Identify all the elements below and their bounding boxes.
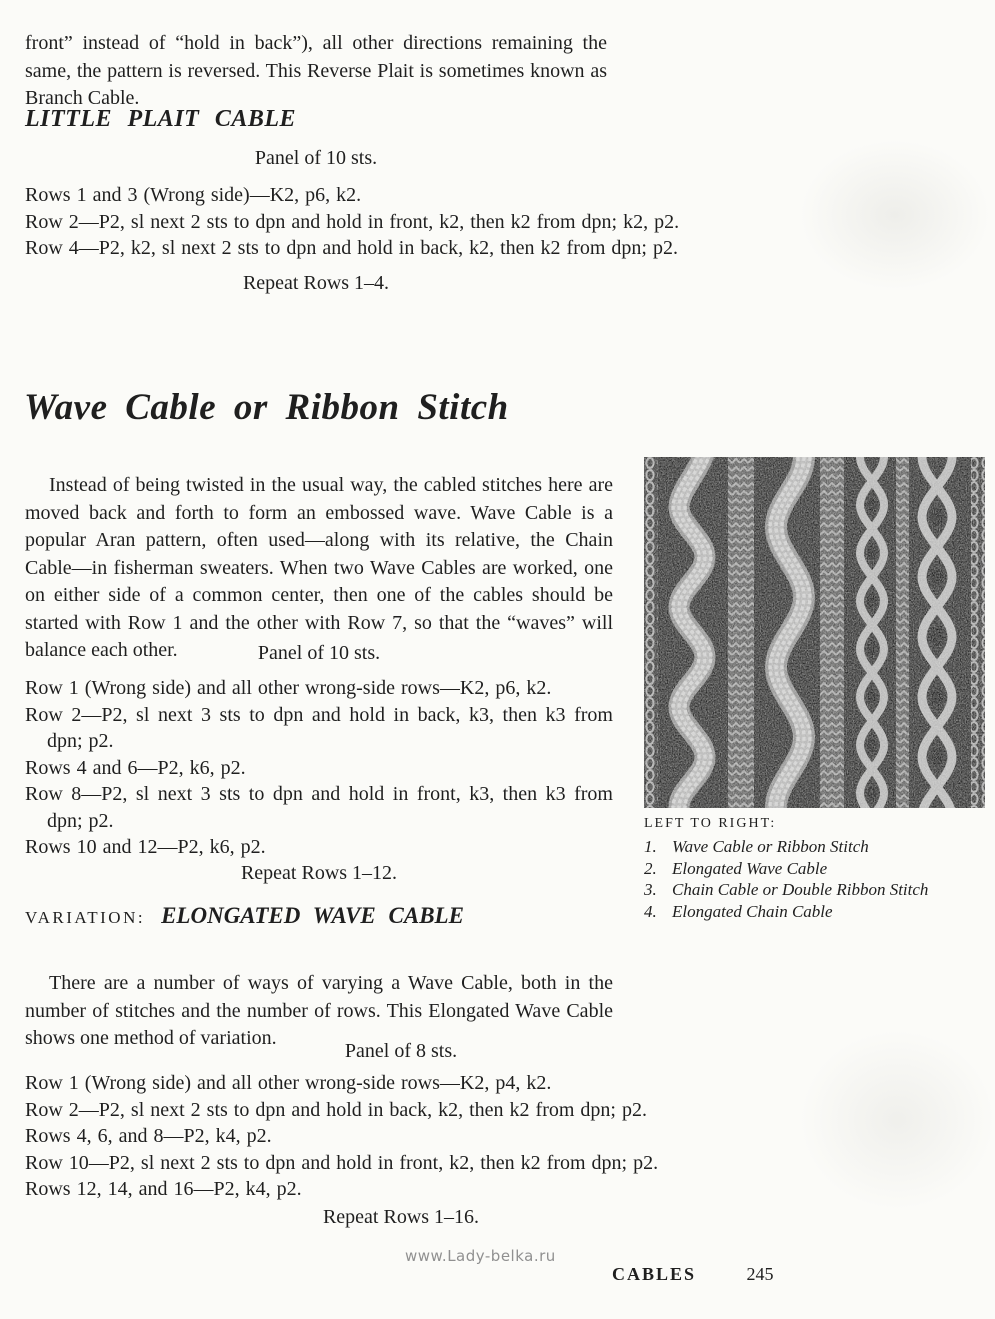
- caption-item-text: Elongated Wave Cable: [672, 858, 828, 878]
- wave-cable-repeat-note: Repeat Rows 1–12.: [240, 862, 398, 884]
- pattern-row: Rows 1 and 3 (Wrong side)—K2, p6, k2.: [25, 184, 362, 206]
- photo-caption: [644, 816, 984, 922]
- page-footer: [612, 1264, 774, 1285]
- little-plait-repeat-note: Repeat Rows 1–4.: [242, 272, 390, 294]
- knitted-cables-photo: [644, 457, 985, 808]
- page-number: 245: [746, 1264, 774, 1284]
- caption-label: LEFT TO RIGHT:: [644, 816, 777, 831]
- running-head: CABLES: [612, 1264, 697, 1284]
- scan-smudge: [800, 1030, 995, 1210]
- pattern-row: Row 1 (Wrong side) and all other wrong-side rows—K2, p4, k2.: [25, 1072, 552, 1094]
- scan-smudge: [800, 140, 990, 290]
- caption-item-number: 4.: [644, 901, 657, 921]
- wave-cable-rows: [25, 675, 613, 861]
- variation-title: ELONGATED WAVE CABLE: [161, 903, 464, 928]
- wave-cable-panel-note: Panel of 10 sts.: [257, 642, 381, 664]
- watermark-url: www.Lady-belka.ru: [405, 1247, 556, 1265]
- caption-item-number: 1.: [644, 837, 657, 856]
- pattern-row: Rows 4, 6, and 8—P2, k4, p2.: [25, 1125, 272, 1147]
- little-plait-rows: [25, 182, 803, 262]
- wave-cable-heading: Wave Cable or Ribbon Stitch: [24, 387, 509, 428]
- wave-cable-paragraph: Instead of being twisted in the usual way, the cabled stitches here are moved back and forth to form an embossed wave. Wave Cable is a popular Aran pattern, often used—along with its relative, the Chain Cable—in fisherman sweaters. When two Wave Cables are worked, one on either side of a common center, then one of the cables should be started with Row 1 and the other with Row 7, so that the “waves” will balance each other.: [25, 474, 613, 661]
- cable-swatch-illustration: [644, 457, 985, 808]
- variation-label: VARIATION:: [25, 908, 146, 927]
- caption-item: [644, 858, 984, 880]
- caption-item-text: Chain Cable or Double Ribbon Stitch: [672, 880, 929, 899]
- little-plait-heading: LITTLE PLAIT CABLE: [25, 106, 297, 132]
- variation-paragraph: There are a number of ways of varying a Wave Cable, both in the number of stitches and the number of rows. This Elongated Wave Cable shows one method of variation.: [25, 972, 613, 1049]
- caption-item-number: 3.: [644, 880, 657, 899]
- pattern-row: Rows 12, 14, and 16—P2, k4, p2.: [25, 1178, 302, 1200]
- variation-heading: [25, 903, 665, 930]
- variation-panel-note: Panel of 8 sts.: [344, 1040, 458, 1062]
- variation-repeat-note: Repeat Rows 1–16.: [322, 1206, 480, 1228]
- caption-item-text: Wave Cable or Ribbon Stitch: [672, 837, 869, 856]
- pattern-row: Row 8—P2, sl next 3 sts to dpn and hold in front, k3, then k3 from dpn; p2.: [25, 783, 613, 832]
- pattern-row: Rows 10 and 12—P2, k6, p2.: [25, 836, 266, 858]
- pattern-row: Row 1 (Wrong side) and all other wrong-side rows—K2, p6, k2.: [25, 677, 552, 699]
- pattern-row: Rows 4 and 6—P2, k6, p2.: [25, 756, 246, 779]
- pattern-row: Row 2—P2, sl next 3 sts to dpn and hold in back, k3, then k3 from dpn; p2.: [25, 703, 613, 752]
- caption-item-text: Elongated Chain Cable: [672, 901, 833, 921]
- caption-item: [644, 901, 984, 923]
- pattern-row: Row 2—P2, sl next 2 sts to dpn and hold in back, k2, then k2 from dpn; p2.: [25, 1098, 647, 1121]
- caption-item-number: 2.: [644, 858, 657, 878]
- variation-rows: [25, 1070, 787, 1203]
- intro-paragraph: front” instead of “hold in back”), all other directions remaining the same, the pattern is reversed. This Reverse Plait is sometimes known as Branch Cable.: [25, 32, 607, 109]
- pattern-row: Row 10—P2, sl next 2 sts to dpn and hold in front, k2, then k2 from dpn; p2.: [25, 1151, 659, 1174]
- caption-item: [644, 879, 984, 901]
- little-plait-panel-note: Panel of 10 sts.: [254, 147, 378, 169]
- caption-item: [644, 836, 984, 858]
- pattern-row: Row 2—P2, sl next 2 sts to dpn and hold in front, k2, then k2 from dpn; k2, p2.: [25, 210, 680, 233]
- pattern-row: Row 4—P2, k2, sl next 2 sts to dpn and hold in back, k2, then k2 from dpn; p2.: [25, 237, 678, 259]
